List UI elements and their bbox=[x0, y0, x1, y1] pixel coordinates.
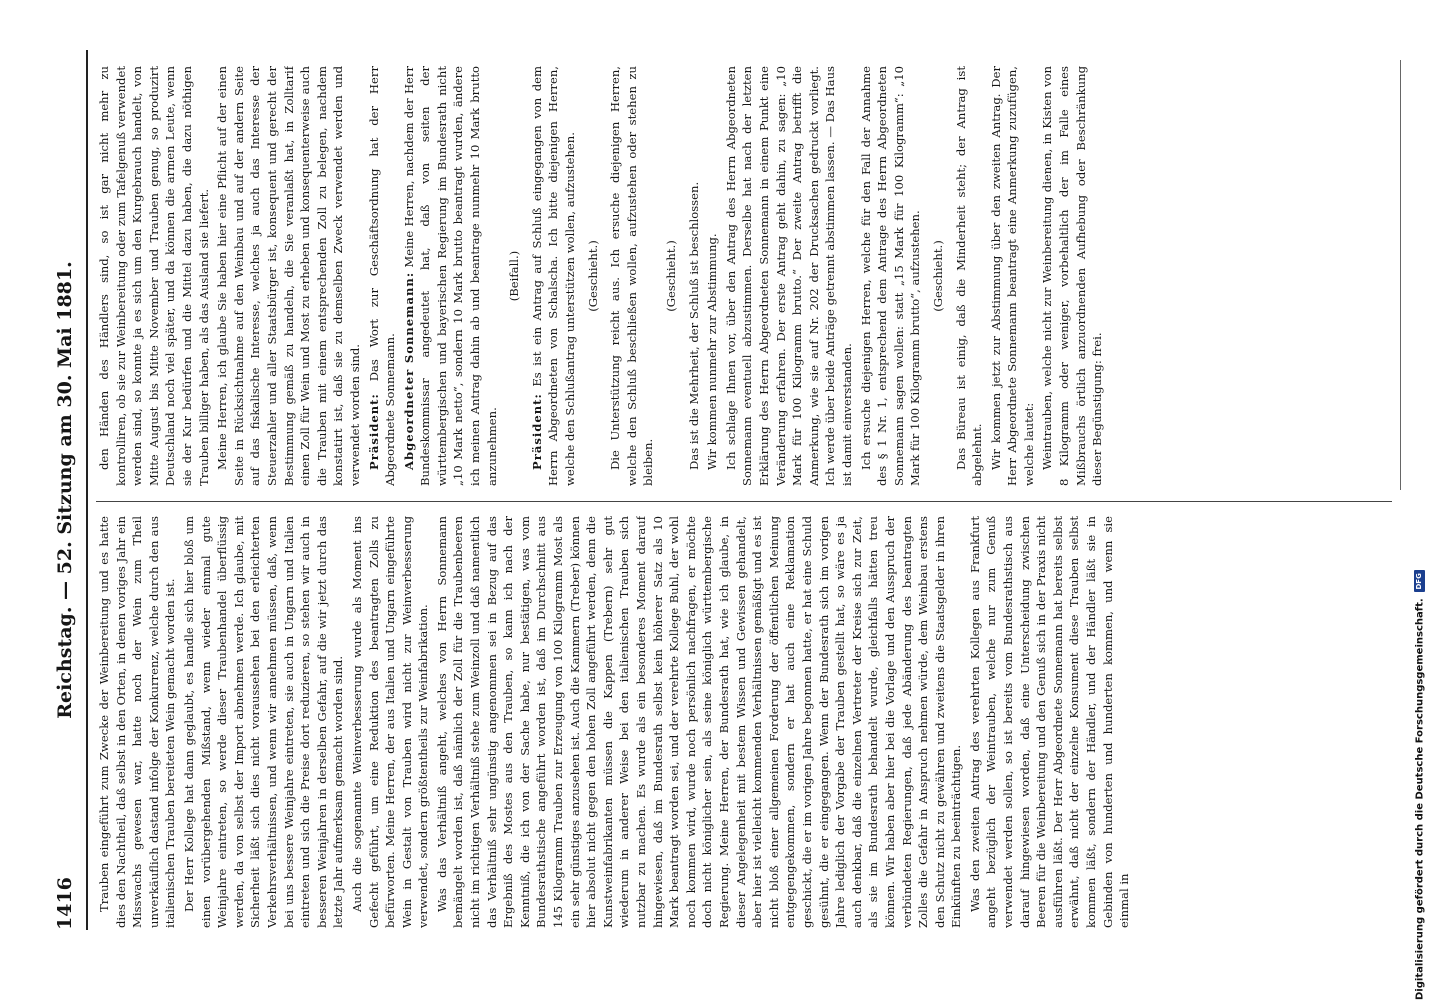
paragraph: Auch die sogenannte Weinverbesserung wurde als Moment ins Gefecht geführt, um eine Reduktion des beantragten Zolls zu befürworten. Meine Herren, der aus Italien und Ungarn eingeführte Wein in Gestalt von Trauben wird nicht zur Weinverbesserung verwendet, sondern größtentheils zur Weinfabrikation. bbox=[349, 516, 431, 928]
paragraph: (Geschieht.) bbox=[930, 240, 945, 312]
paragraph: Der Herr Kollege hat dann geglaubt, es handle sich hier bloß um einen vorübergehenden Mißstand, wenn wieder einmal gute Weinjahre eintreten, so werde dieser Traubenhandel überflüssig werden, da von selbst der Import abnehmen werde. Ich glaube, mit Sicherheit läßt sich dies nicht voraussehen bei den erleichterten Verkehrsverhältnissen, und wenn wir annehmen müssen, daß, wenn bei uns bessere Weinjahre eintreten, sie auch in Ungarn und Italien eintreten und sich die Preise dort reduzieren, so stehen wir auch in besseren Weinjahren in derselben Gefahr, auf die wir jetzt durch das letzte Jahr aufmerksam gemacht worden sind. bbox=[181, 516, 346, 928]
left-text-column bbox=[96, 516, 1396, 928]
running-head bbox=[54, 50, 84, 930]
paragraph: Das ist die Mehrheit, der Schluß ist beschlossen. bbox=[686, 181, 701, 470]
paragraph: Präsident: Es ist ein Antrag auf Schluß eingegangen von dem Herrn Abgeordneten von Schalscha. Ich bitte diejenigen Herren, welche den Schlußantrag unterstützen wollen, aufzustehen. bbox=[529, 66, 578, 486]
footer-credit: Digitalisierung gefördert durch die Deutsche Forschungsgemeinschaft. bbox=[1414, 598, 1426, 1000]
bottom-rule bbox=[1400, 60, 1401, 490]
paragraph: (Geschieht.) bbox=[664, 240, 678, 312]
paragraph: Die Unterstützung reicht aus. Ich ersuche diejenigen Herren, welche den Schluß beschließen wollen, aufzustehen oder stehen zu bleiben. bbox=[608, 66, 656, 486]
speaker-name: Präsident: bbox=[529, 393, 544, 470]
paragraph: Was das Verhältniß angeht, welches von Herrn Sonnemann bemängelt worden ist, daß nämlich der Zoll für die Traubenbeeren nicht im richtigen Verhältniß stehe zum Weinzoll und daß namentlich das Verhältniß sehr ungünstig angenommen sei in Bezug auf das Ergebniß des Mostes aus den Trauben, so kann ich nach der Kenntniß, die ich von der Sache habe, nur bestätigen, was vom Bundesrathstische angeführt worden ist, daß im Durchschnitt aus 145 Kilogramm Trauben zur Erzeugung von 100 Kilogramm Most als ein sehr günstiges anzusehen ist. Auch die Kammern (Treber) können hier absolut nicht gegen den hohen Zoll angeführt werden, denn die Kunstweinfabrikanten müssen die Kappen (Trebern) sehr gut wiederum in anderer Weise bei den italienischen Trauben sich nutzbar zu machen. Es wurde als ein besonderes Moment darauf hingewiesen, daß im Bundesrath selbst kein höherer Satz als 10 Mark beantragt worden sei, und der verehrte Kollege Buhl, der wohl noch kommen wird, wurde noch persönlich nachfragen, er möchte doch nicht königlicher sein, als seine königlich württembergische Regierung. Meine Herren, der Bundesrath hat, wie ich glaube, in dieser Angelegenheit mit bestem Wissen und Gewissen gehandelt, aber hier ist vielleicht kommenden Verhältnissen gemäßigt und es ist nicht bloß einer allgemeinen Forderung der öffentlichen Meinung entgegengekommen, sondern er hat auch eine Reklamation geschickt, die er im vorigen Jahre begonnen hatte, er hat eine Schuld gesühnt, die er eingegangen. Wenn der Bundesrath sich im vorigen Jahre lediglich der Vorgabe der Trauben gestellt hat, so wäre es ja auch denkbar, daß die einzelnen Vertreter der Kreise sich zur Zeit, als sie im Bundesrath behandelt wurde, gleichfalls hätten treu können. Wir haben aber hier bei die Vorlage und den Ausspruch der verbündeten Regierungen, daß jede Abänderung des beantragten Zolles die Gefahr in Anspruch nehmen würde, dem Weinbau erstens den Schutz nicht zu gewähren und zweitens die Staatsgelder in ihren Einkünften zu beeinträchtigen. bbox=[434, 516, 964, 928]
paragraph: Ich schlage Ihnen vor, über den Antrag des Herrn Abgeordneten Sonnemann eventuell abzustimmen. Derselbe hat nach der letzten Erklärung des Herrn Abgeordneten Sonnemann in einem Punkt eine Veränderung erfahren. Der erste Antrag geht dahin, zu sagen: „10 Mark für 100 Kilogramm brutto.“ Der zweite Antrag betrifft die Anmerkung, wie sie auf Nr. 202 der Drucksachen gedruckt vorliegt. Ich werde über beide Anträge getrennt abstimmen lassen. — Das Haus ist damit einverstanden. bbox=[723, 66, 854, 486]
speaker-name: Präsident: bbox=[366, 393, 381, 470]
paragraph: den Händen des Händlers sind, so ist gar nicht mehr zu kontrolliren, ob sie zur Weinbereitung oder zum Tafelgenuß verwendet werden sind, so konnte ja es sich um den Kurgebrauch handelt, von Mitte August bis Mitte November und Trauben genug, so produzirt Deutschland noch viel später, und da können die armen Leute, wenn sie der Kur bedürfen und die Mittel dazu haben, die dazu nöthigen Trauben billiger haben, als das Ausland sie liefert. bbox=[97, 66, 211, 486]
page-title: Reichstag. — 52. Sitzung am 30. Mai 1881. bbox=[54, 261, 76, 719]
digitization-footer bbox=[1414, 0, 1432, 1000]
paragraph: Abgeordneter Sonnemann: Meine Herren, nachdem der Herr Bundeskommissar angedeutet hat, daß von seiten der württembergischen und bayerischen Regierung im Bundesrath nicht „10 Mark netto“, sondern 10 Mark brutto beantragt wurden, ändere ich meinen Antrag dahin ab und beantrage nunmehr 10 Mark brutto anzunehmen. bbox=[401, 66, 499, 486]
column-divider bbox=[96, 501, 1392, 502]
paragraph: Weintrauben, welche nicht zur Weinbereitung dienen, in Kisten von 8 Kilogramm oder weniger, vorbehaltlich der im Falle eines Mißbrauchs örtlich anzuordnenden Aufhebung oder Beschränkung dieser Begünstigung: frei. bbox=[1040, 66, 1105, 486]
paragraph: Das Büreau ist einig, daß die Minderheit steht; der Antrag ist abgelehnt. bbox=[953, 66, 985, 486]
paragraph: Ich ersuche diejenigen Herren, welche für den Fall der Annahme des § 1 Nr. 1, entsprechend dem Antrage des Herrn Abgeordneten Sonnemann sagen wollen: statt „15 Mark für 100 Kilogramm“: „10 Mark für 100 Kilogramm brutto“, aufzustehen. bbox=[858, 66, 923, 486]
paragraph: Wir kommen nunmehr zur Abstimmung. bbox=[705, 233, 720, 470]
paragraph: Präsident: Das Wort zur Geschäftsordnung hat der Herr Abgeordnete Sonnemann. bbox=[366, 66, 398, 486]
paragraph: Meine Herren, ich glaube Sie haben hier eine Pflicht auf der einen Seite in Rücksichtnahme auf den Weinbau und auf der andern Seite auf das fiskalische Interesse, welches ja auch das Interesse der Steuerzahler und aller Staatsbürger ist, konsequent und gerecht der Bestimmung gemäß zu handeln, die Sie veranlaßt hat, in Zolltarif einen Zoll für Wein und Most zu erheben und konsequenterweise auch die Trauben mit einem entsprechenden Zoll zu belegen, nachdem konstatirt ist, daß sie zu demselben Zweck verwendet werden und verwendet worden sind. bbox=[215, 66, 362, 486]
paragraph: (Geschieht.) bbox=[585, 240, 600, 312]
page-number: 1416 bbox=[54, 877, 76, 930]
speaker-name: Abgeordneter Sonnemann: bbox=[401, 271, 416, 470]
paragraph: Trauben eingeführt zum Zwecke der Weinbereitung und es hatte dies den Nachtheil, daß selbst in den Orten, in denen voriges Jahr ein Misswachs gewesen war, hatte noch der Wein zum Theil unverkäuflich dastand infolge der Konkurrenz, welche durch den aus italienischen Trauben bereiteten Wein gemacht worden ist. bbox=[97, 516, 178, 928]
paragraph: (Beifall.) bbox=[507, 250, 522, 302]
dfg-logo: DFG bbox=[1414, 570, 1425, 592]
header-rule bbox=[86, 50, 88, 930]
paragraph: Was den zweiten Antrag des verehrten Kollegen aus Frankfurt angeht bezüglich der Weintrauben, welche nur zum Genuß verwendet werden sollen, so ist bereits vom Bundesrathstisch aus darauf hingewiesen worden, daß eine Unterscheidung zwischen Beeren für die Weinbereitung und den Genuß sich in der Praxis nicht ausführen läßt. Der Herr Abgeordnete Sonnemann hat bereits selbst erwähnt, daß nicht der einzelne Konsument diese Trauben selbst kommen läßt, sondern der Händler, und der Händler läßt sie in Gebinden von hunderten und hunderten kommen, und wenn sie einmal in bbox=[967, 516, 1132, 928]
paragraph: Wir kommen jetzt zur Abstimmung über den zweiten Antrag. Der Herr Abgeordnete Sonnemann beantragt eine Anmerkung zuzufügen, welche lautet: bbox=[988, 66, 1036, 486]
right-text-column bbox=[96, 66, 1396, 486]
